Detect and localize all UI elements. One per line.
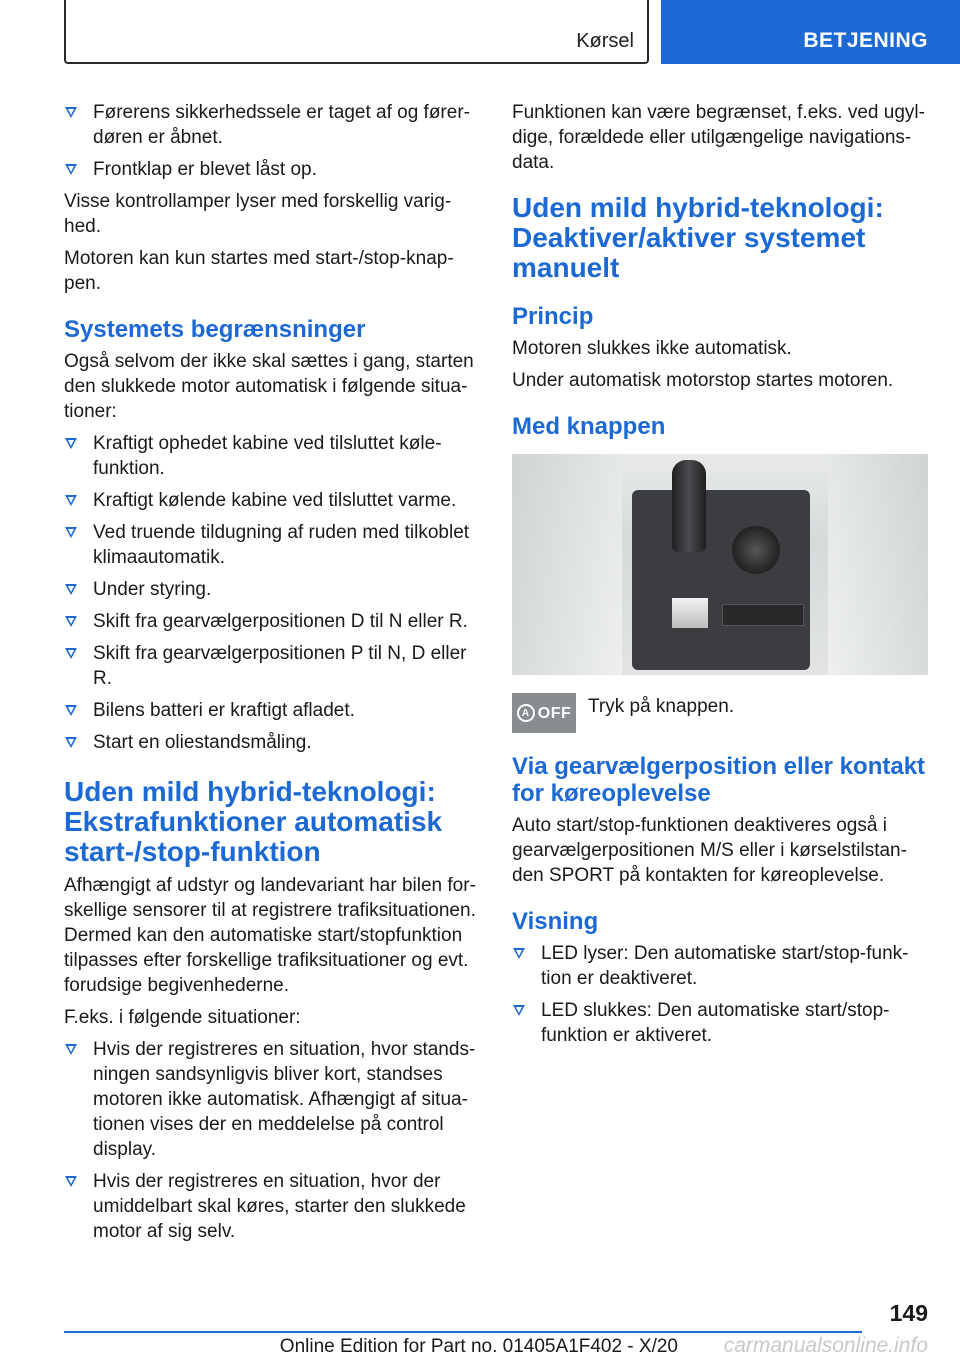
bullet-list bbox=[64, 1037, 478, 1244]
triangle-bullet-icon bbox=[65, 616, 77, 627]
paragraph: Auto start/stop-funktionen deaktiveres også i gearvælgerpositionen M/S eller i kørselstilstan-den SPORT på kontakten for køreoplevelse. bbox=[512, 815, 907, 886]
list-item: Ved truende tildugning af ruden med tilkoblet klimaautomatik. bbox=[64, 520, 478, 570]
triangle-bullet-icon bbox=[65, 164, 77, 175]
header-frame bbox=[64, 0, 649, 64]
heading-extra-functions: Uden mild hybrid-teknologi: Ekstrafunktioner automatisk start-/stop-funktion bbox=[64, 776, 443, 867]
heading-gear-selector: Via gearvælgerposition eller kontakt for køreoplevelse bbox=[512, 753, 926, 807]
list-item: Førerens sikkerhedssele er taget af og fører-døren er åbnet. bbox=[64, 100, 478, 150]
triangle-bullet-icon bbox=[513, 1005, 525, 1016]
page-number: 149 bbox=[889, 1300, 928, 1326]
paragraph: Funktionen kan være begrænset, f.eks. ved ugyl-dige, forældede eller utilgængelige navigations-data. bbox=[512, 102, 925, 173]
triangle-bullet-icon bbox=[65, 737, 77, 748]
paragraph: Visse kontrollamper lyser med forskellig varig-hed. bbox=[64, 191, 452, 237]
list-item: Start en oliestandsmåling. bbox=[64, 730, 478, 755]
footer-edition: Online Edition for Part no. 01405A1F402 - X/20 bbox=[279, 1336, 678, 1357]
list-item: Bilens batteri er kraftigt afladet. bbox=[64, 698, 478, 723]
header-section-title: Kørsel bbox=[576, 30, 634, 52]
paragraph: F.eks. i følgende situationer: bbox=[64, 1007, 301, 1028]
gear-selector-illustration bbox=[672, 460, 706, 552]
watermark: carmanualsonline.info bbox=[723, 1334, 928, 1357]
triangle-bullet-icon bbox=[65, 648, 77, 659]
triangle-bullet-icon bbox=[65, 107, 77, 118]
bullet-list bbox=[64, 431, 478, 755]
list-item: Hvis der registreres en situation, hvor stands-ningen sandsynligvis bliver kort, standses motoren ikke automatisk. Afhængigt af situa-tionen vises der en meddelelse på control display. bbox=[64, 1037, 478, 1162]
list-item: Skift fra gearvælgerpositionen P til N, D eller R. bbox=[64, 641, 478, 691]
triangle-bullet-icon bbox=[65, 1176, 77, 1187]
list-item: LED slukkes: Den automatiske start/stop-funktion er aktiveret. bbox=[512, 998, 928, 1048]
bullet-list bbox=[64, 100, 478, 182]
list-item: Kraftigt ophedet kabine ved tilsluttet køle-funktion. bbox=[64, 431, 478, 481]
triangle-bullet-icon bbox=[65, 527, 77, 538]
controller-knob-illustration bbox=[732, 526, 780, 574]
paragraph: Afhængigt af udstyr og landevariant har bilen for-skellige sensorer til at registrere trafiksituationen. Dermed kan den automatiske start/stopfunktion tilpasses efter forskellige trafiksituationer og evt. forudsige begivenhederne. bbox=[64, 875, 476, 996]
heading-with-button: Med knappen bbox=[512, 413, 666, 440]
triangle-bullet-icon bbox=[65, 438, 77, 449]
footer-divider bbox=[64, 1331, 862, 1333]
heading-limitations: Systemets begrænsninger bbox=[64, 316, 366, 343]
right-column bbox=[512, 100, 928, 1055]
center-console-photo bbox=[512, 454, 928, 675]
triangle-bullet-icon bbox=[65, 584, 77, 595]
heading-display: Visning bbox=[512, 908, 599, 935]
paragraph: Motoren slukkes ikke automatisk. bbox=[512, 338, 792, 359]
list-item: Hvis der registreres en situation, hvor der umiddelbart skal køres, starter den slukkede motor af sig selv. bbox=[64, 1169, 478, 1244]
list-item: Kraftigt kølende kabine ved tilsluttet varme. bbox=[64, 488, 478, 513]
paragraph: Motoren kan kun startes med start-/stop-knap-pen. bbox=[64, 248, 454, 294]
auto-start-stop-off-icon: A OFF bbox=[512, 693, 576, 733]
triangle-bullet-icon bbox=[65, 1044, 77, 1055]
list-item: LED lyser: Den automatiske start/stop-funk-tion er deaktiveret. bbox=[512, 941, 928, 991]
paragraph: Tryk på knappen. bbox=[588, 696, 735, 717]
heading-manual-toggle: Uden mild hybrid-teknologi: Deaktiver/aktiver systemet manuelt bbox=[512, 192, 884, 283]
paragraph: Også selvom der ikke skal sættes i gang, starten den slukkede motor automatisk i følgende situa-tioner: bbox=[64, 351, 474, 422]
paragraph: Under automatisk motorstop startes motoren. bbox=[512, 370, 894, 391]
triangle-bullet-icon bbox=[513, 948, 525, 959]
header-chapter-tab: BETJENING bbox=[661, 0, 960, 64]
list-item: Skift fra gearvælgerpositionen D til N eller R. bbox=[64, 609, 478, 634]
triangle-bullet-icon bbox=[65, 705, 77, 716]
list-item: Under styring. bbox=[64, 577, 478, 602]
list-item: Frontklap er blevet låst op. bbox=[64, 157, 478, 182]
heading-principle: Princip bbox=[512, 303, 594, 330]
left-column bbox=[64, 100, 478, 1251]
bullet-list bbox=[512, 941, 928, 1048]
button-instruction bbox=[512, 693, 928, 733]
triangle-bullet-icon bbox=[65, 495, 77, 506]
